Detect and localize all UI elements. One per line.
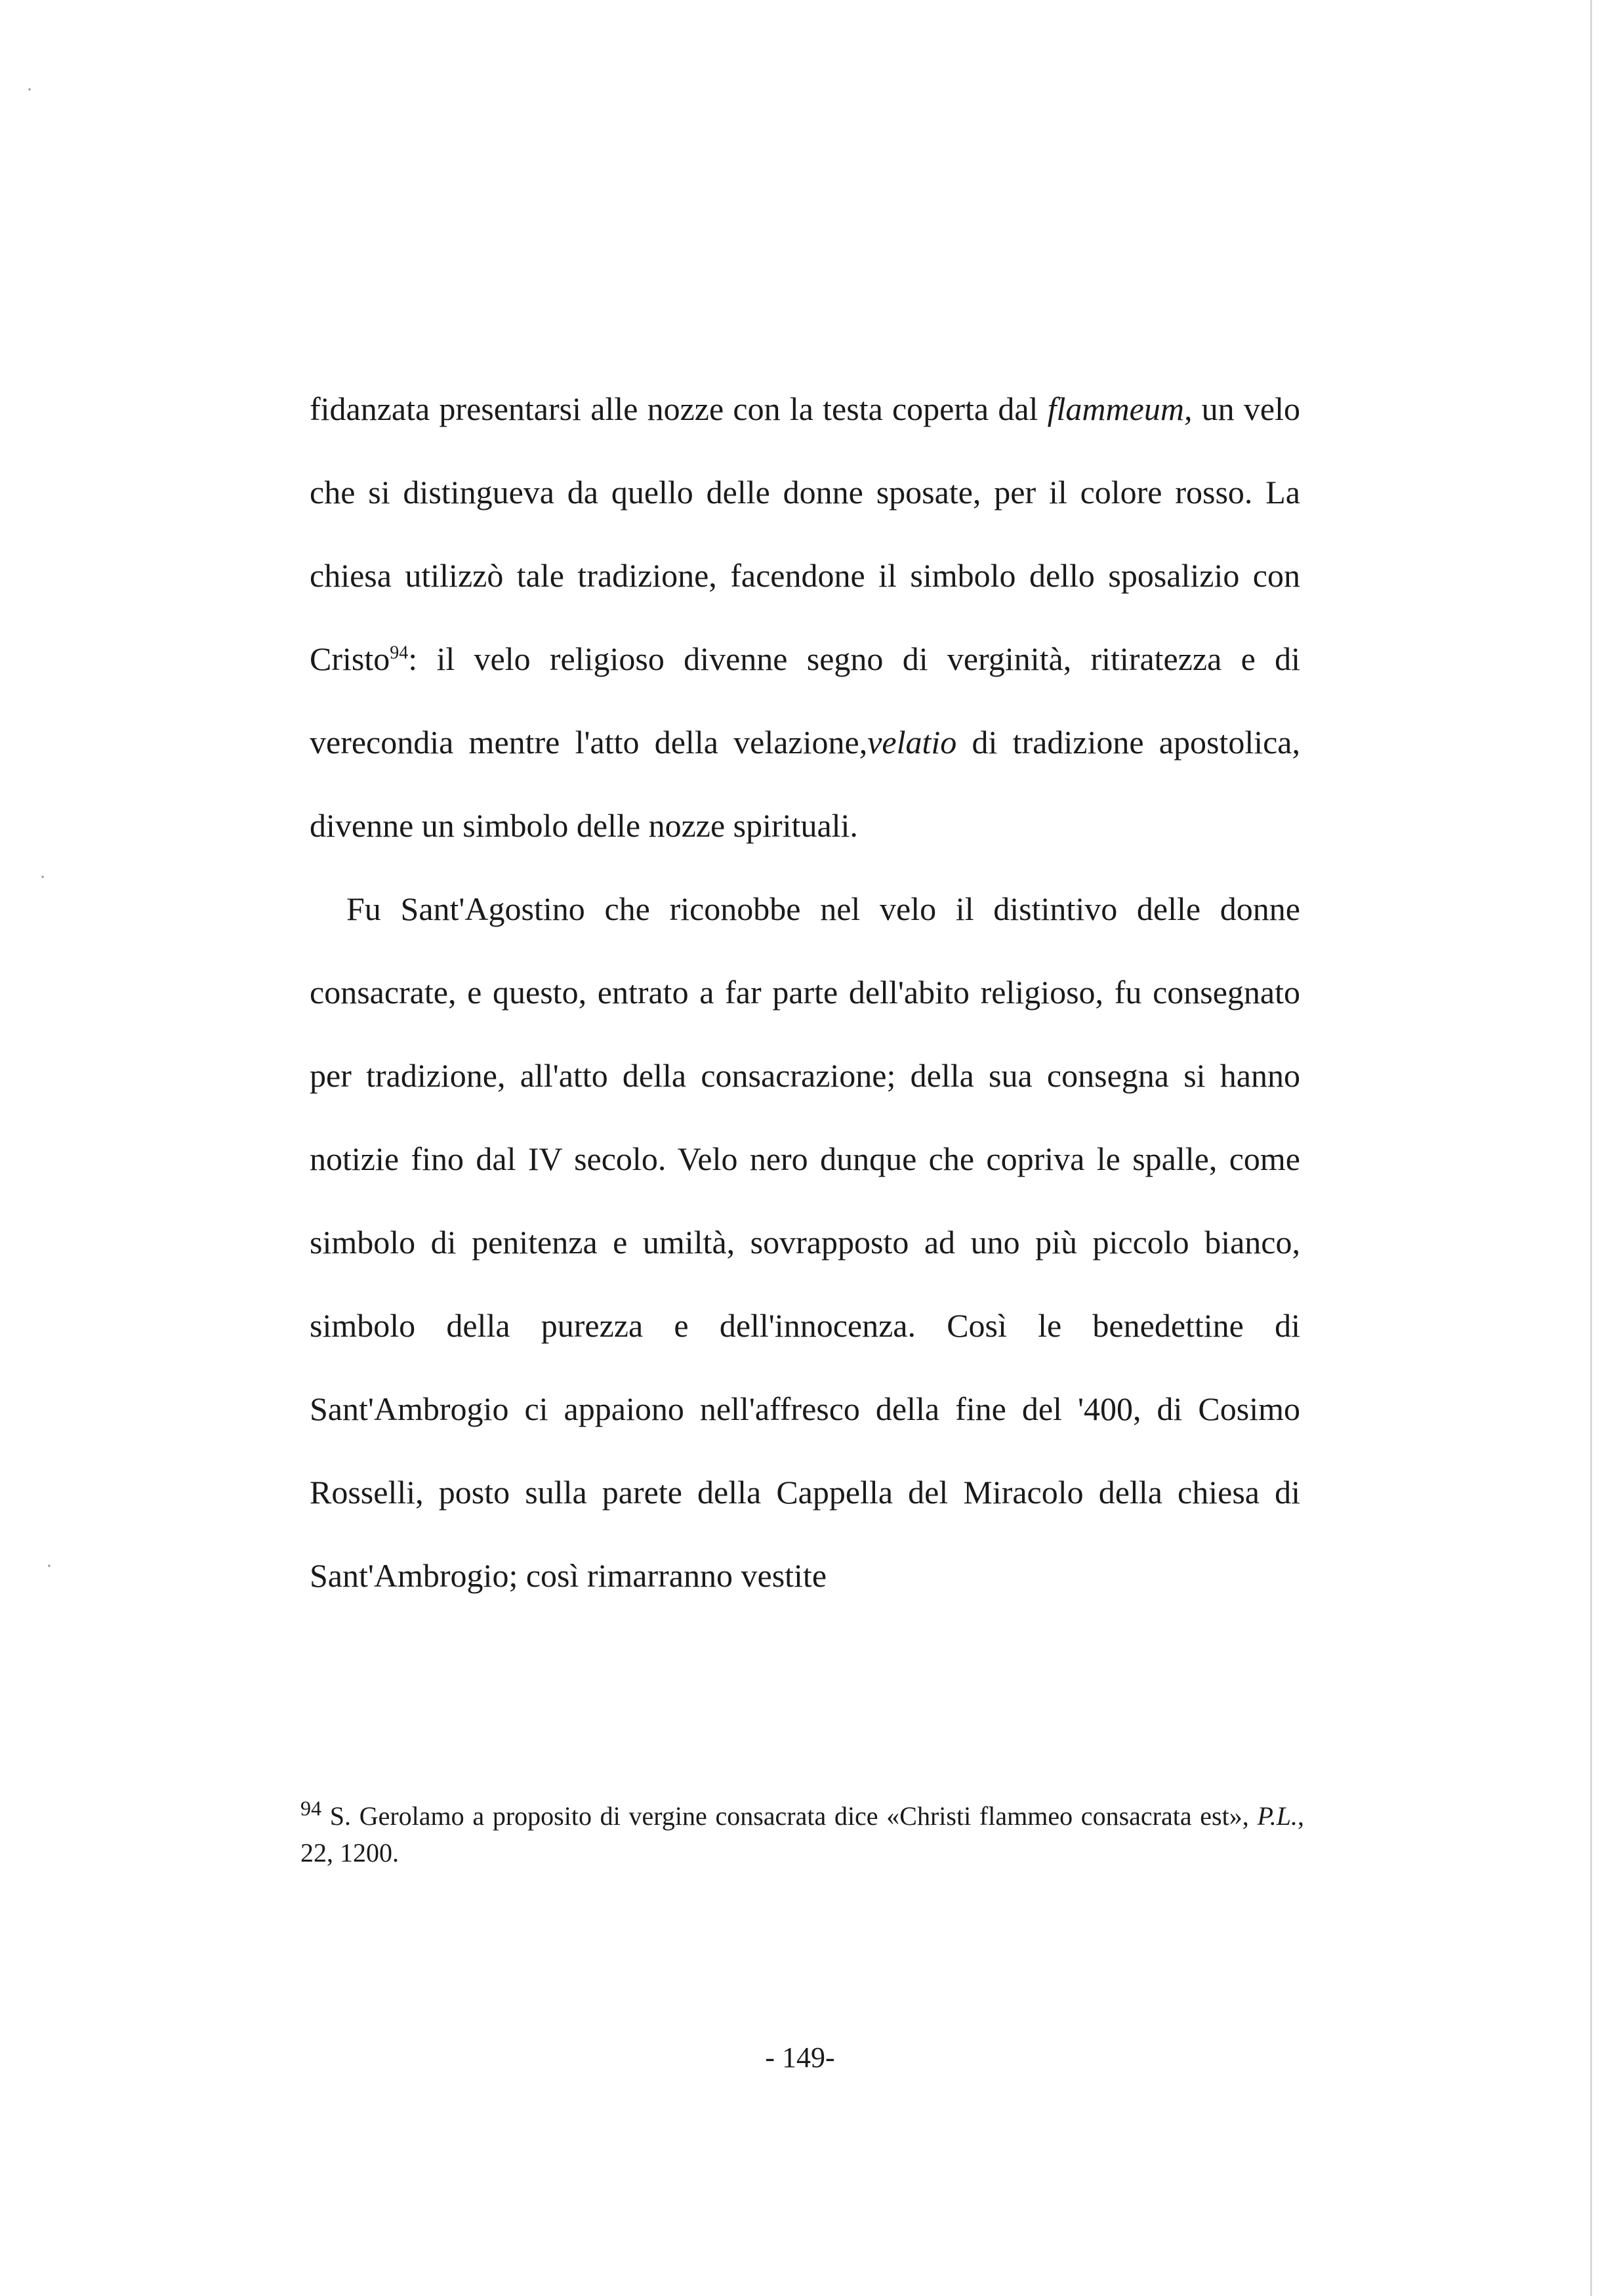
paragraph-1: fidanzata presentarsi alle nozze con la testa coperta dal flammeum, un velo che si distingueva da quello delle donne sposate, per il colore rosso. La chiesa utilizzò tale tradizione, facendone il simbolo dello sposalizio con Cristo$^{94}$: il velo religioso divenne segno di verginità, ritiratezza e di verecondia mentre l'atto della velazione,velatio di tradizione apostolica, divenne un simbolo delle nozze spirituali. — [310, 390, 1300, 844]
italic-flammeum: flammeum, — [1047, 390, 1193, 427]
page-number: - 149- — [765, 2041, 835, 2074]
footnote: $^{94}$ S. Gerolamo a proposito di vergine consacrata dice «Christi flammeo consacrata est», P.L., 22, 1200. — [300, 1796, 1304, 1868]
italic-velatio: velatio — [867, 724, 957, 761]
footnote-italic: P.L. — [1257, 1801, 1298, 1831]
scan-speck: · — [26, 79, 33, 100]
page-edge — [1590, 0, 1592, 2296]
scan-speck: · — [39, 866, 46, 888]
paragraph-2: Fu Sant'Agostino che riconobbe nel velo il distintivo delle donne consacrate, e questo, entrato a far parte dell'abito religioso, fu consegnato per tradizione, all'atto della consacrazione; della sua consegna si hanno notizie fino dal IV secolo. Velo nero dunque che copriva le spalle, come simbolo di penitenza e umiltà, sovrapposto ad uno più piccolo bianco, simbolo della purezza e dell'innocenza. Così le benedettine di Sant'Ambrogio ci appaiono nell'affresco della fine del '400, di Cosimo Rosselli, posto sulla parete della Cappella del Miracolo della chiesa di Sant'Ambrogio; così rimarranno vestite — [310, 890, 1300, 1594]
footnote-number: 94 — [300, 1796, 321, 1820]
scan-speck: · — [46, 1555, 52, 1577]
main-text — [310, 367, 1300, 1618]
footnote-reference[interactable]: 94 — [390, 642, 409, 663]
